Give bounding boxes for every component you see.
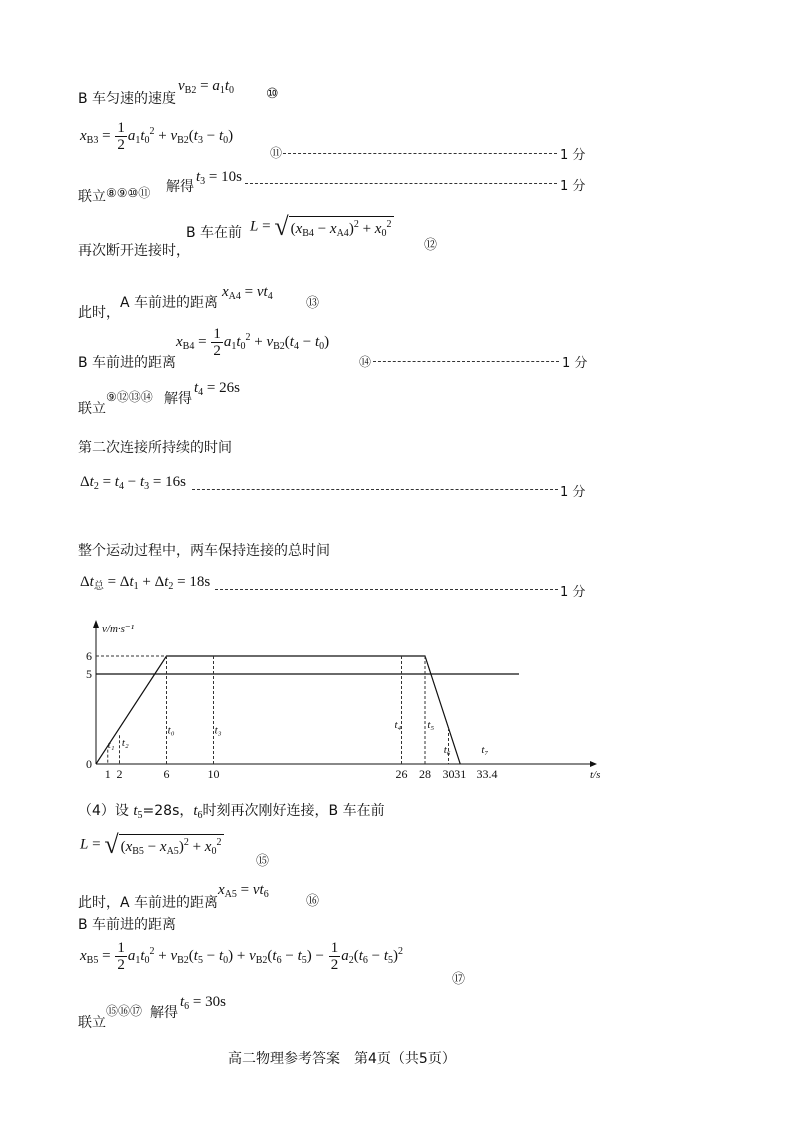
formula-xb5: $x_{B5}$ = $\frac{1}{2}$ $a_1t_0^2 + v_{B2}(t_5 - t_0) + v_{B2}(t_6 - t_5)$ − $\frac{1}{2}$ $a_2(t_6 - t_5)^2$	[80, 940, 404, 973]
y-axis-label: v/m·s⁻¹	[102, 623, 135, 635]
score-leader	[373, 361, 559, 362]
x-tick-label: 28	[419, 767, 431, 781]
eq-number: ⑫	[424, 238, 438, 253]
x-axis-label: t/s	[590, 769, 601, 781]
formula-xb3: $x_{B3}$ = $\frac{1}{2}$ $a_1t_0^2 + v_{B2}(t_3 - t_0)$	[80, 120, 234, 153]
formula-L2: L = √ $(x_{B5} - x_{A5})^2 + x_0^2$	[80, 830, 224, 860]
score-label: 1 分	[560, 585, 586, 600]
t-label: t₅	[427, 719, 435, 731]
text-line: B 车前进的距离	[78, 355, 177, 371]
score-label: 1 分	[560, 485, 586, 500]
text-line: 此时，	[78, 305, 120, 321]
t-label: t₀	[167, 724, 175, 737]
eq-refs: ⑧⑨⑩⑪	[106, 186, 151, 200]
eq-number: ⑭	[359, 355, 372, 369]
eq-number: ⑩	[266, 86, 279, 102]
text-line: （4）设 $t_5=28s$，$t_6$时刻再次刚好连接，B 车在前	[78, 803, 385, 821]
x-tick-label: 31	[454, 767, 467, 781]
eq-number: ⑮	[256, 854, 270, 869]
formula-xa4: $x_{A4} = vt_4$	[222, 284, 273, 302]
eq-refs: ⑨⑫⑬⑭	[106, 390, 153, 404]
text-line: 解得	[166, 179, 194, 195]
t-label: t₃	[214, 724, 222, 737]
x-axis-arrow	[590, 761, 597, 767]
y-tick-label: 5	[86, 667, 92, 681]
x-tick-label: 33.4	[476, 767, 498, 781]
score-label: 1 分	[560, 148, 586, 163]
formula-t4: $t_4 = 26s$	[194, 380, 240, 398]
text-line: B 车前进的距离	[78, 917, 177, 933]
text-line: 第二次连接所持续的时间	[78, 440, 232, 456]
text-line: 解得	[164, 391, 192, 407]
text-line: B 车匀速的速度	[78, 91, 177, 107]
y-tick-label: 6	[86, 649, 92, 663]
x-tick-label: 30	[442, 767, 455, 781]
eq-number: ⑯	[306, 894, 320, 909]
formula-L1: L = √ $(x_{B4} - x_{A4})^2 + x_0^2$	[250, 212, 394, 242]
formula-xa5: $x_{A5} = vt_6$	[218, 882, 269, 900]
text-line: B 车在前	[186, 225, 243, 241]
score-leader	[283, 153, 557, 154]
score-leader	[245, 183, 557, 184]
text-line: 再次断开连接时，	[78, 243, 190, 259]
formula-dt-total: $\Delta t_总 = \Delta t_1 + \Delta t_2 = 18s$	[80, 574, 211, 592]
y-axis-arrow	[93, 620, 99, 628]
formula-t3: $t_3 = 10s$	[196, 169, 242, 187]
text-line: 整个运动过程中，两车保持连接的总时间	[78, 543, 330, 559]
eq-number: ⑰	[452, 972, 466, 987]
t-label: t₄	[394, 719, 402, 731]
formula-dt2: $\Delta t_2 = t_4 - t_3 = 16s$	[80, 474, 186, 492]
text-line: 联立	[78, 189, 106, 205]
score-label: 1 分	[560, 179, 586, 194]
series-line-0	[96, 656, 460, 764]
page-footer: 高二物理参考答案 第4页（共5页）	[228, 1051, 456, 1067]
formula-t6: $t_6 = 30s$	[180, 994, 226, 1012]
t-label: t₆	[443, 744, 451, 757]
score-label: 1 分	[562, 356, 588, 371]
text-line: A 车前进的距离	[120, 295, 219, 311]
score-leader	[215, 589, 558, 590]
velocity-time-chart	[70, 618, 610, 790]
x-tick-label: 6	[163, 767, 170, 781]
eq-number: ⑪	[270, 146, 283, 160]
score-leader	[192, 489, 558, 490]
t-label: t₇	[481, 744, 489, 757]
eq-number: ⑬	[306, 296, 320, 311]
formula-vb2: $v_{B2} = a_1t_0$	[178, 78, 234, 96]
x-tick-label: 26	[395, 767, 408, 781]
text-line: 此时，A 车前进的距离	[78, 895, 219, 911]
text-line: 解得	[150, 1005, 178, 1021]
t-label: t₁	[107, 738, 115, 751]
y-tick-label: 0	[86, 757, 92, 771]
x-tick-label: 1	[104, 767, 111, 781]
x-tick-label: 2	[116, 767, 123, 781]
t-label: t₂	[121, 737, 129, 749]
text-line: 联立	[78, 1015, 106, 1031]
text-line: 联立	[78, 401, 106, 417]
x-tick-label: 10	[207, 767, 220, 781]
formula-xb4: $x_{B4}$ = $\frac{1}{2}$ $a_1t_0^2 + v_{B2}(t_4 - t_0)$	[176, 326, 330, 359]
eq-refs: ⑮⑯⑰	[106, 1004, 143, 1018]
